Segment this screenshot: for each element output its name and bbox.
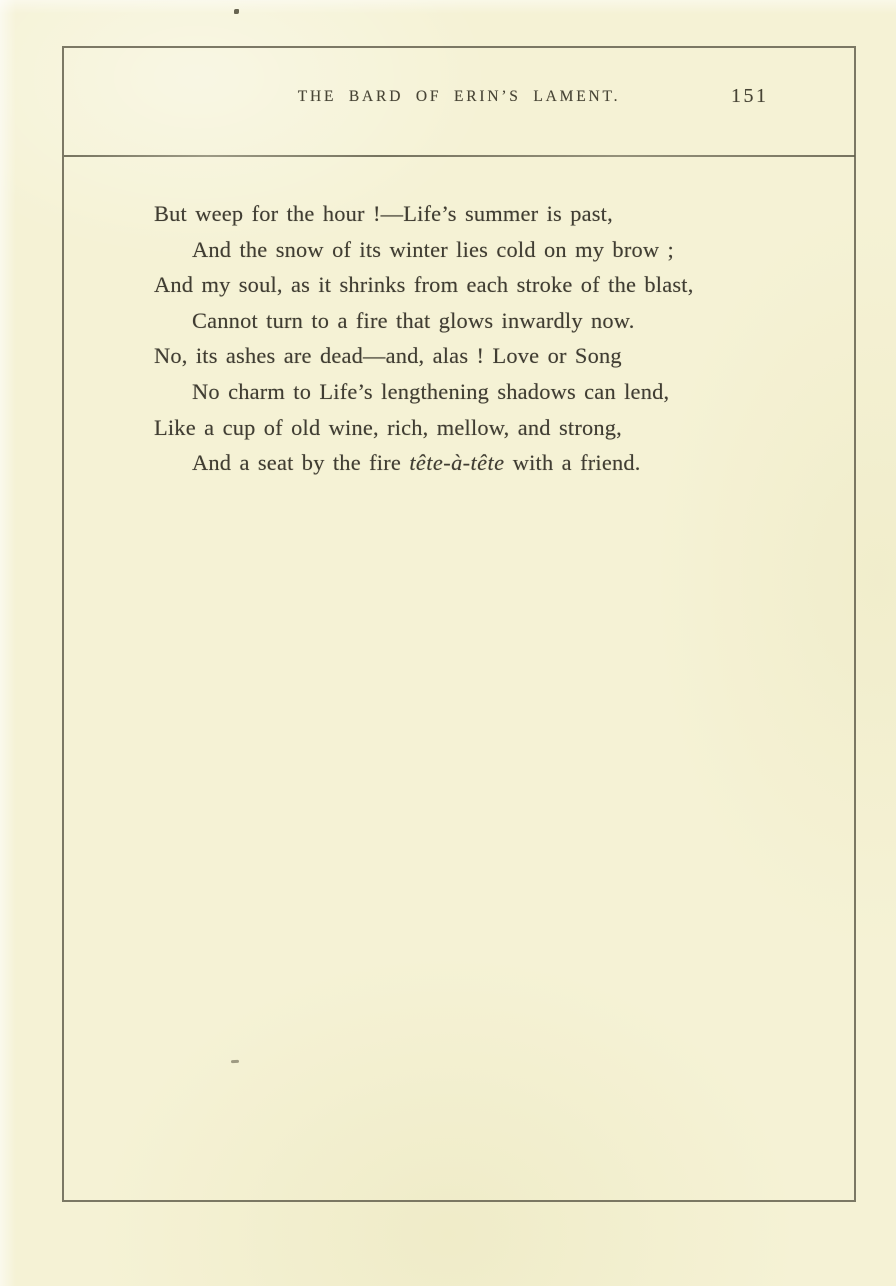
poem-line [154, 445, 694, 481]
poem-line-text: And a seat by the fire [192, 450, 410, 476]
poem-line [154, 374, 694, 410]
poem-stanza [154, 196, 694, 481]
poem-line-text: with a friend. [504, 450, 641, 476]
poem-line-text: Cannot turn to a fire that glows inwardly now. [192, 307, 635, 333]
ink-speck-bottom [231, 1060, 239, 1064]
ink-speck-top [234, 9, 239, 14]
page-number: 151 [731, 85, 769, 107]
poem-line-text: Like a cup of old wine, rich, mellow, and strong, [154, 414, 622, 440]
poem-line [154, 196, 694, 232]
poem-line [154, 410, 694, 446]
poem-line-text: No charm to Life’s lengthening shadows can lend, [192, 378, 670, 404]
poem-line [154, 338, 694, 374]
page-title: THE BARD OF ERIN’S LAMENT. [297, 88, 621, 105]
poem-line-text: No, its ashes are dead—and, alas ! Love or Song [154, 343, 622, 369]
poem-line [154, 303, 694, 339]
poem-line-text: And the snow of its winter lies cold on my brow ; [192, 236, 674, 262]
poem-line-text: And my soul, as it shrinks from each stroke of the blast, [154, 272, 694, 298]
poem-line [154, 232, 694, 268]
italic-phrase: tête-à-tête [409, 450, 505, 476]
poem-line-text: But weep for the hour !—Life’s summer is past, [154, 201, 613, 226]
header-rule [64, 155, 855, 157]
poem-line [154, 267, 694, 303]
